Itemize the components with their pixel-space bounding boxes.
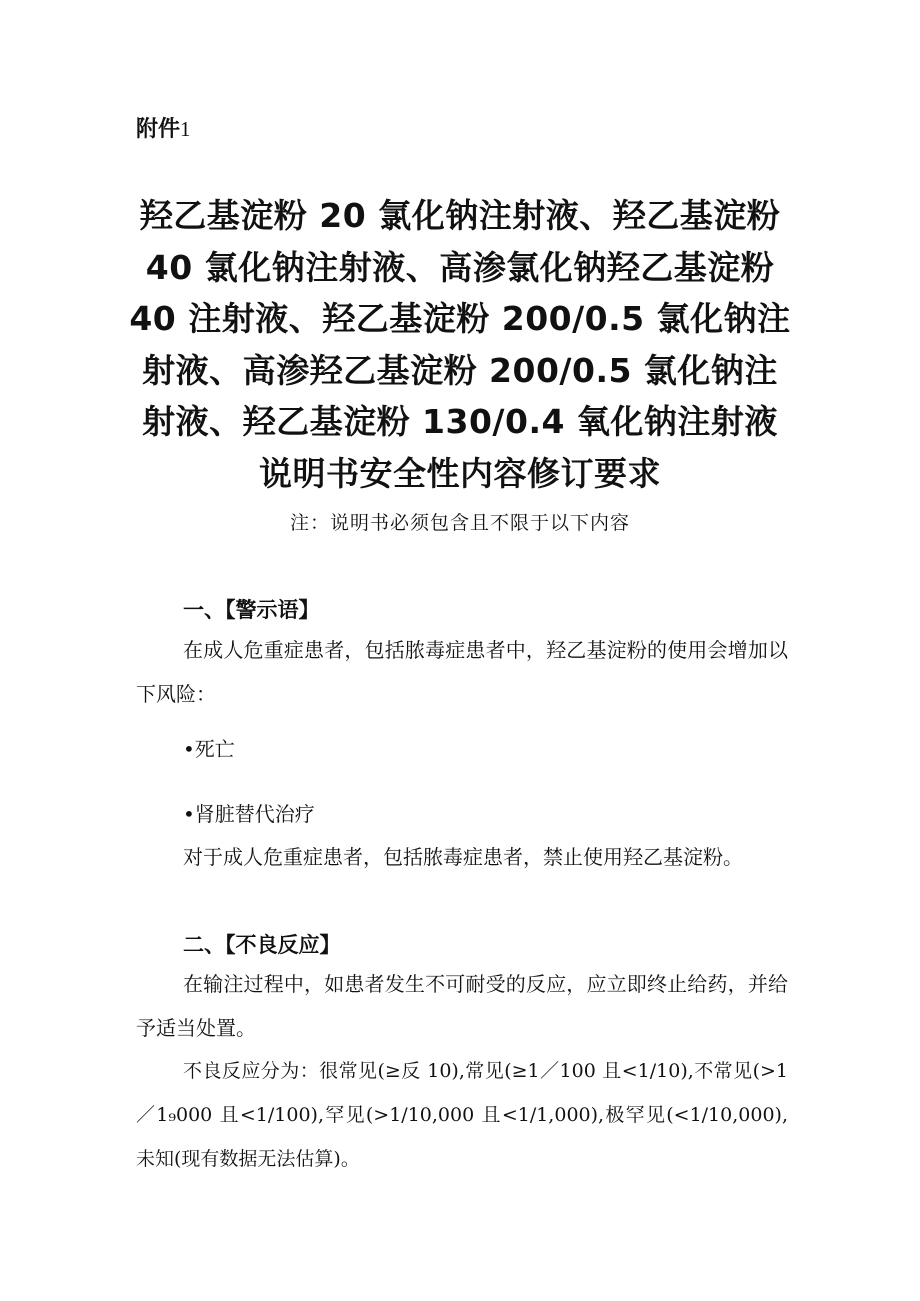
section-heading-adverse-reactions: 二、【不良反应】 <box>183 933 341 957</box>
note-text: 注：说明书必须包含且不限于以下内容 <box>289 512 630 534</box>
title-line: 羟乙基淀粉 20 氯化钠注射液、羟乙基淀粉 <box>139 196 781 235</box>
attachment-number: 1 <box>180 117 191 141</box>
title-line: 40 注射液、羟乙基淀粉 200/0.5 氯化钠注 <box>129 299 791 338</box>
title-line: 40 氯化钠注射液、高渗氯化钠羟乙基淀粉 <box>145 247 775 287</box>
title-line: 射液、羟乙基淀粉 130/0.4 氧化钠注射液 <box>142 402 778 441</box>
warning-intro-paragraph: 在成人危重症患者，包括脓毒症患者中，羟乙基淀粉的使用会增加以下风险： <box>136 638 788 706</box>
attachment-label <box>136 112 191 143</box>
bullet-renal-replacement: •肾脏替代治疗 <box>183 802 315 826</box>
document-title <box>120 190 800 499</box>
adverse-reaction-paragraph: 在输注过程中，如患者发生不可耐受的反应，应立即终止给药，并给予适当处置。 <box>136 972 788 1040</box>
section-heading-warning: 一、【警示语】 <box>183 598 320 622</box>
frequency-definition-paragraph: 不良反应分为：很常见(≥反 10),常见(≥1／100 且<1/10),不常见(>1／1₉000 且<1/100),罕见(>1/10,000 且<1/1,000),极罕见(<1/10,000),未知(现有数据无法估算)。 <box>136 1060 788 1170</box>
warning-closing-paragraph: 对于成人危重症患者，包括脓毒症患者，禁止使用羟乙基淀粉。 <box>183 845 743 869</box>
attachment-text: 附件 <box>136 117 181 142</box>
bullet-death: •死亡 <box>183 737 235 761</box>
title-line: 说明书安全性内容修订要求 <box>259 453 661 493</box>
title-line: 射液、高渗羟乙基淀粉 200/0.5 氯化钠注 <box>142 350 778 390</box>
